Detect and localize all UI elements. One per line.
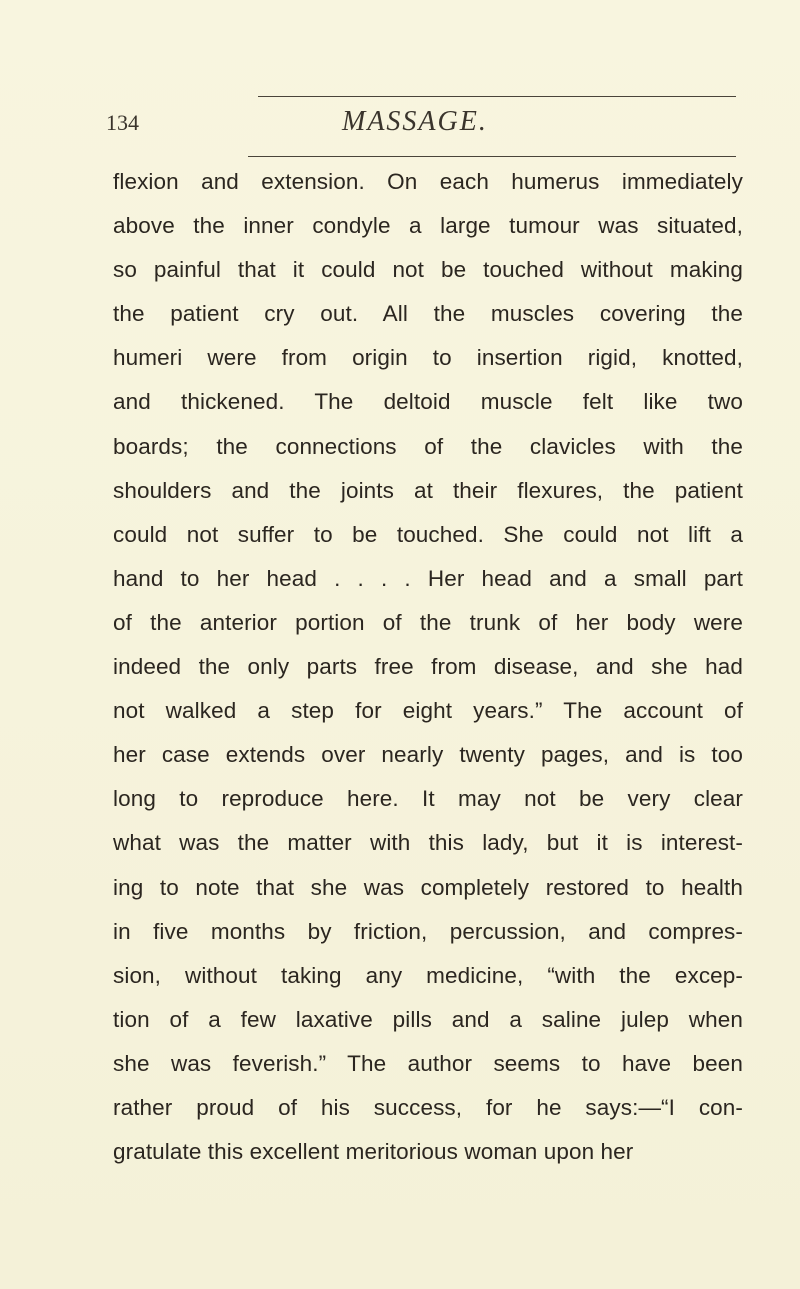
page-number: 134 bbox=[106, 110, 139, 135]
text-line: what was the matter with this lady, but it is interest- bbox=[113, 830, 743, 856]
text-line: boards; the connections of the clavicles with the bbox=[113, 433, 743, 459]
text-line: ing to note that she was completely restored to health bbox=[113, 874, 743, 900]
text-line: her case extends over nearly twenty pages, and is too bbox=[113, 742, 743, 768]
text-line: she was feverish.” The author seems to have been bbox=[113, 1050, 743, 1076]
text-line: above the inner condyle a large tumour was situated, bbox=[113, 213, 743, 239]
text-line: hand to her head . . . . Her head and a small part bbox=[113, 565, 743, 591]
text-line: rather proud of his success, for he says:—“I con- bbox=[113, 1094, 743, 1120]
text-line: could not suffer to be touched. She could not lift a bbox=[113, 521, 743, 547]
text-line: shoulders and the joints at their flexures, the patient bbox=[113, 477, 743, 503]
header-top-rule bbox=[258, 96, 736, 97]
text-line: sion, without taking any medicine, “with the excep- bbox=[113, 962, 743, 988]
text-line: indeed the only parts free from disease, and she had bbox=[113, 654, 743, 680]
text-line: in five months by friction, percussion, and compres- bbox=[113, 918, 743, 944]
page-header bbox=[106, 106, 736, 146]
text-line: flexion and extension. On each humerus immediately bbox=[113, 169, 743, 194]
header-bottom-rule bbox=[248, 156, 736, 157]
text-line: gratulate this excellent meritorious woman upon her bbox=[113, 1139, 634, 1165]
text-line: humeri were from origin to insertion rigid, knotted, bbox=[113, 345, 743, 371]
text-line: long to reproduce here. It may not be very clear bbox=[113, 786, 743, 812]
text-line: tion of a few laxative pills and a saline julep when bbox=[113, 1006, 743, 1032]
text-line: so painful that it could not be touched without making bbox=[113, 257, 743, 283]
text-line: of the anterior portion of the trunk of her body were bbox=[113, 609, 743, 635]
text-line: and thickened. The deltoid muscle felt like two bbox=[113, 389, 743, 415]
running-head: MASSAGE. bbox=[342, 106, 488, 137]
text-line: the patient cry out. All the muscles covering the bbox=[113, 301, 743, 327]
body-text bbox=[113, 160, 743, 1174]
text-line: not walked a step for eight years.” The account of bbox=[113, 698, 743, 724]
